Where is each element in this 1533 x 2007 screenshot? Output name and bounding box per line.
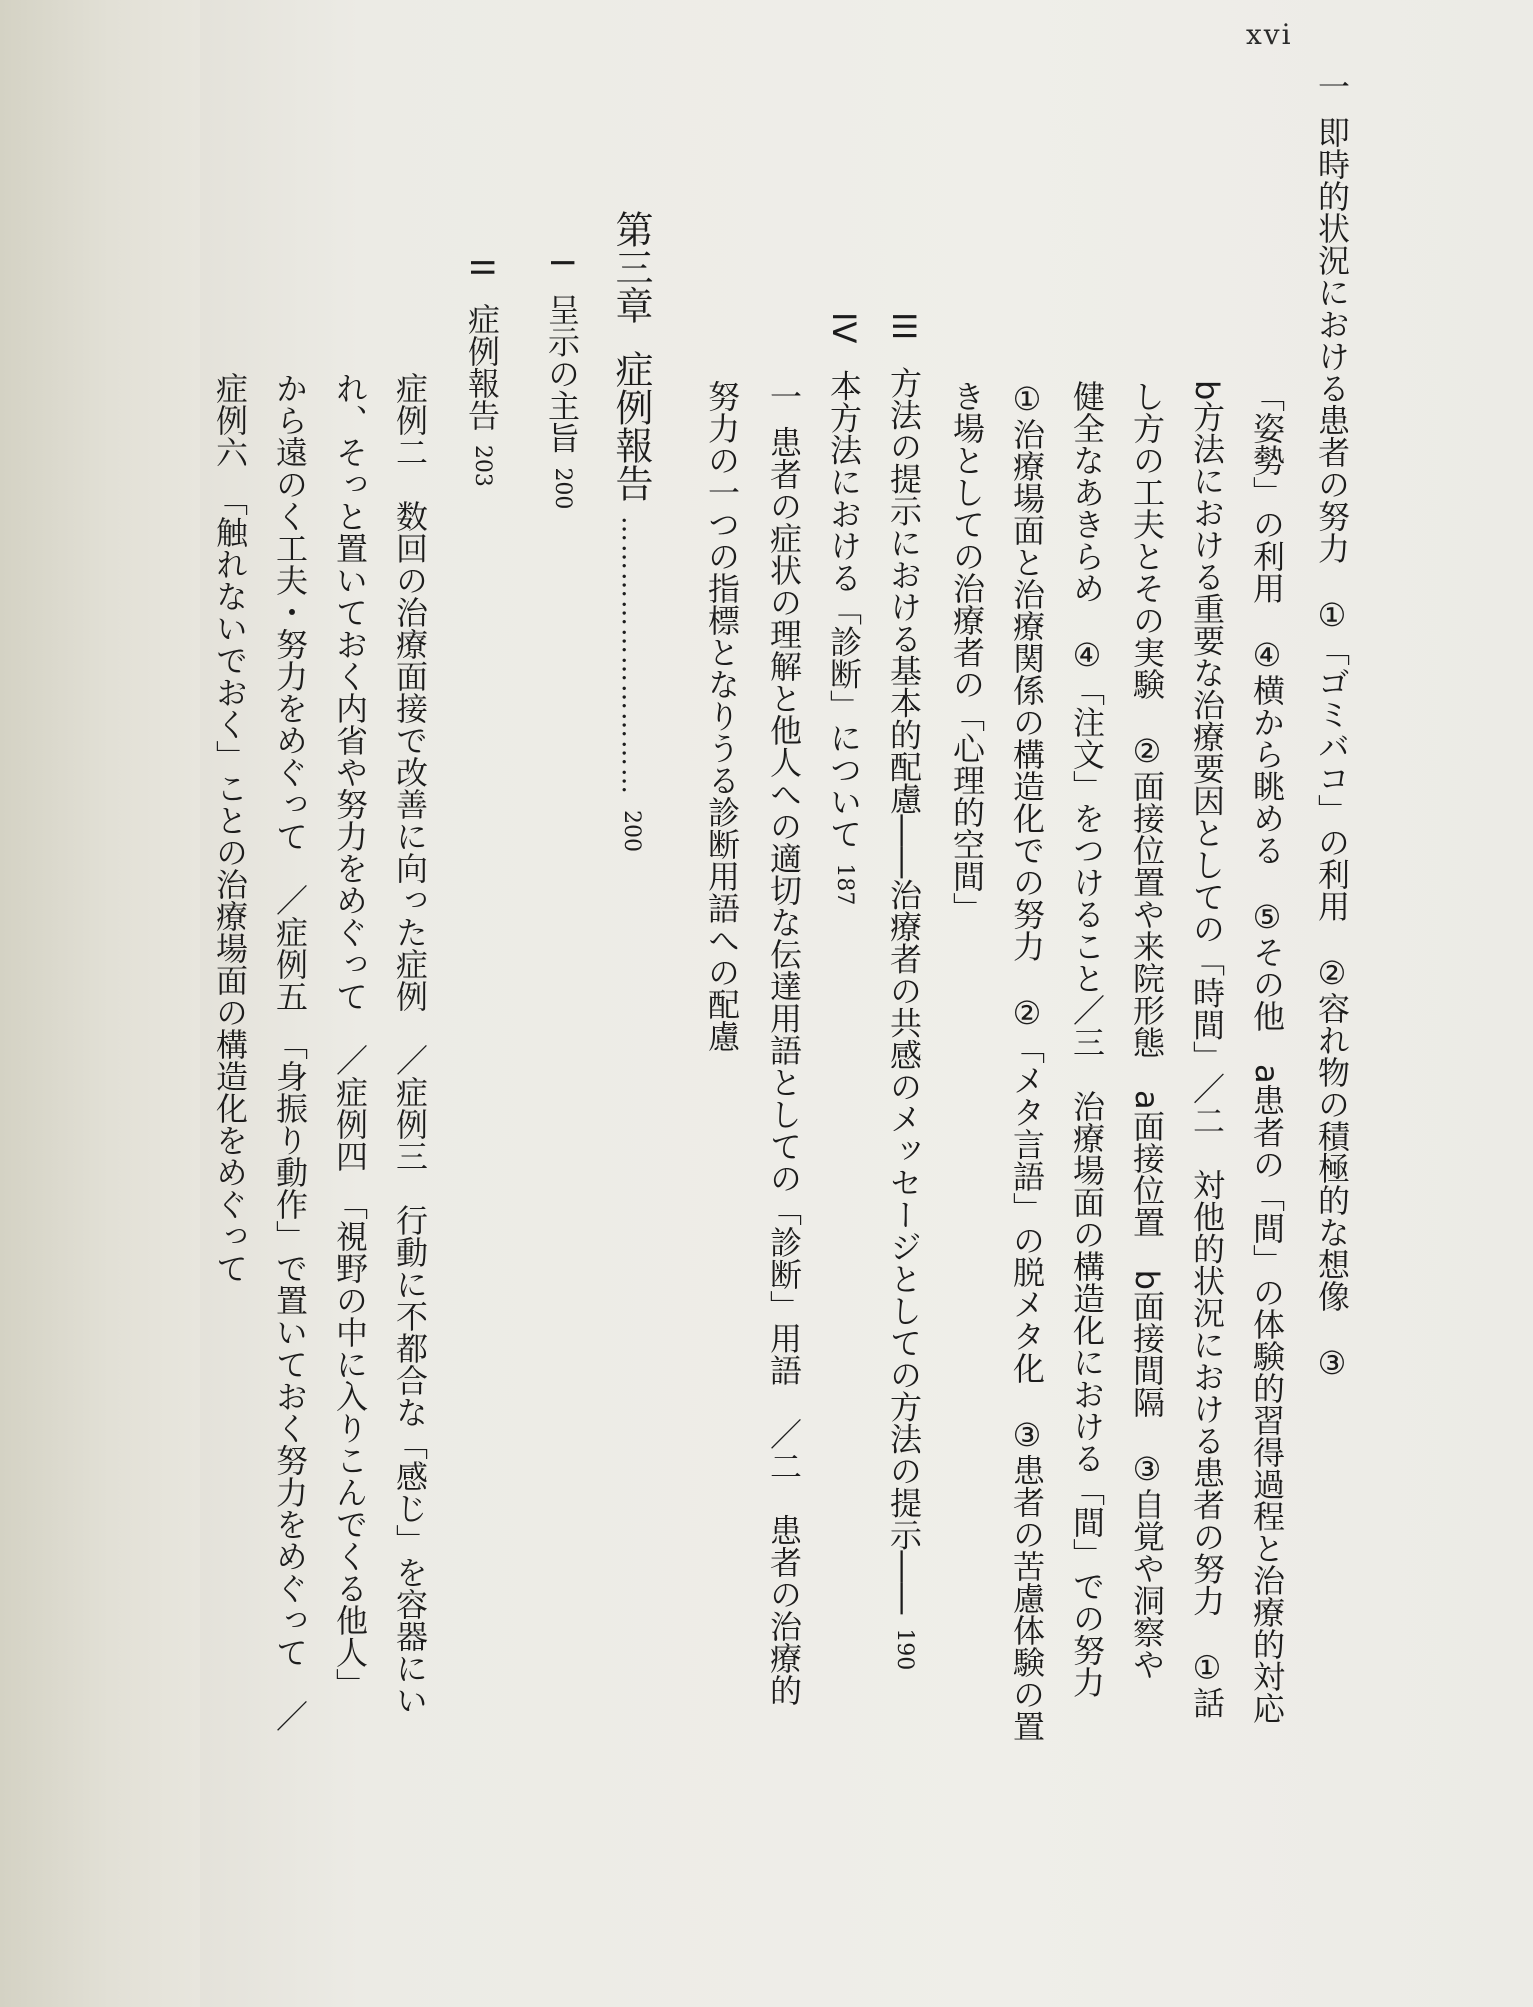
section-title: 本方法における「診断」について <box>825 369 863 850</box>
toc-line-3: b方法における重要な治療要因としての「時間」／二 対他的状況における患者の努力 ①話 <box>1188 380 1226 1719</box>
toc-line-15: 症例六 「触れないでおく」ことの治療場面の構造化をめぐって <box>211 372 249 1284</box>
toc-section-II <box>463 258 501 487</box>
toc-line-4: し方の工夫とその実験 ②面接位置や来院形態 a面接位置 b面接間隔 ③自覚や洞察や <box>1128 380 1166 1680</box>
toc-line-7: き場としての治療者の「心理的空間」 <box>948 380 986 924</box>
leader-dots: ………………………… <box>616 516 646 796</box>
item-text: 即時的状況における患者の努力 ①「ゴミバコ」の利用 ②容れ物の積極的な想像 ③ <box>1313 116 1351 1382</box>
toc-line-14: から遠のく工夫・努力をめぐって ／症例五 「身振り動作」で置いておく努力をめぐって ／ <box>271 372 309 1732</box>
chapter-label: 第三章 <box>609 210 653 324</box>
toc-line-2: 「姿勢」の利用 ④横から眺める ⑤その他 a患者の「間」の体験的習得過程と治療的対応 <box>1248 380 1286 1724</box>
toc-line-5: 健全なあきらめ ④「注文」をつけること／三 治療場面の構造化における「間」での努力 <box>1068 380 1106 1698</box>
page-ref: 190 <box>892 1628 917 1671</box>
toc-line-11: 努力の一つの指標となりうる診断用語への配慮 <box>703 380 741 1052</box>
section-number: II <box>463 258 501 277</box>
toc-line-13: れ、そっと置いておく内省や努力をめぐって ／症例四 「視野の中に入りこんでくる他人」 <box>331 372 369 1700</box>
page-ref: 200 <box>619 810 644 852</box>
page-ref: 200 <box>550 467 575 510</box>
toc-line-1 <box>1313 70 1351 1382</box>
section-number: IV <box>825 312 863 344</box>
section-title: 方法の提示における基本的配慮――治療者の共感のメッセージとしての方法の提示―― <box>885 366 923 1615</box>
chapter-heading <box>609 210 653 852</box>
page-ref: 203 <box>470 444 495 487</box>
section-title: 呈示の主旨 <box>543 293 581 454</box>
section-title: 症例報告 <box>463 302 501 431</box>
section-number: III <box>885 312 923 341</box>
item-number: 一 <box>1313 70 1351 102</box>
page-number: xvi <box>1246 18 1293 51</box>
toc-section-I <box>543 258 581 510</box>
item-text: 患者の症状の理解と他人への適切な伝達用語としての「診断」用語 ／二 患者の治療的 <box>765 426 803 1706</box>
book-gutter <box>0 0 200 2007</box>
toc-line-10 <box>765 380 803 1706</box>
toc-line-12: 症例二 数回の治療面接で改善に向った症例 ／症例三 行動に不都合な「感じ」を容器にい <box>391 372 429 1716</box>
item-number: 一 <box>765 380 803 412</box>
section-number: I <box>543 258 581 268</box>
toc-section-III <box>885 312 923 1671</box>
page-ref: 187 <box>832 863 857 906</box>
toc-line-6: ①治療場面と治療関係の構造化での努力 ②「メタ言語」の脱メタ化 ③患者の苦慮体験の置 <box>1008 380 1046 1742</box>
toc-section-IV <box>825 312 863 906</box>
chapter-title: 症例報告 <box>609 350 653 502</box>
